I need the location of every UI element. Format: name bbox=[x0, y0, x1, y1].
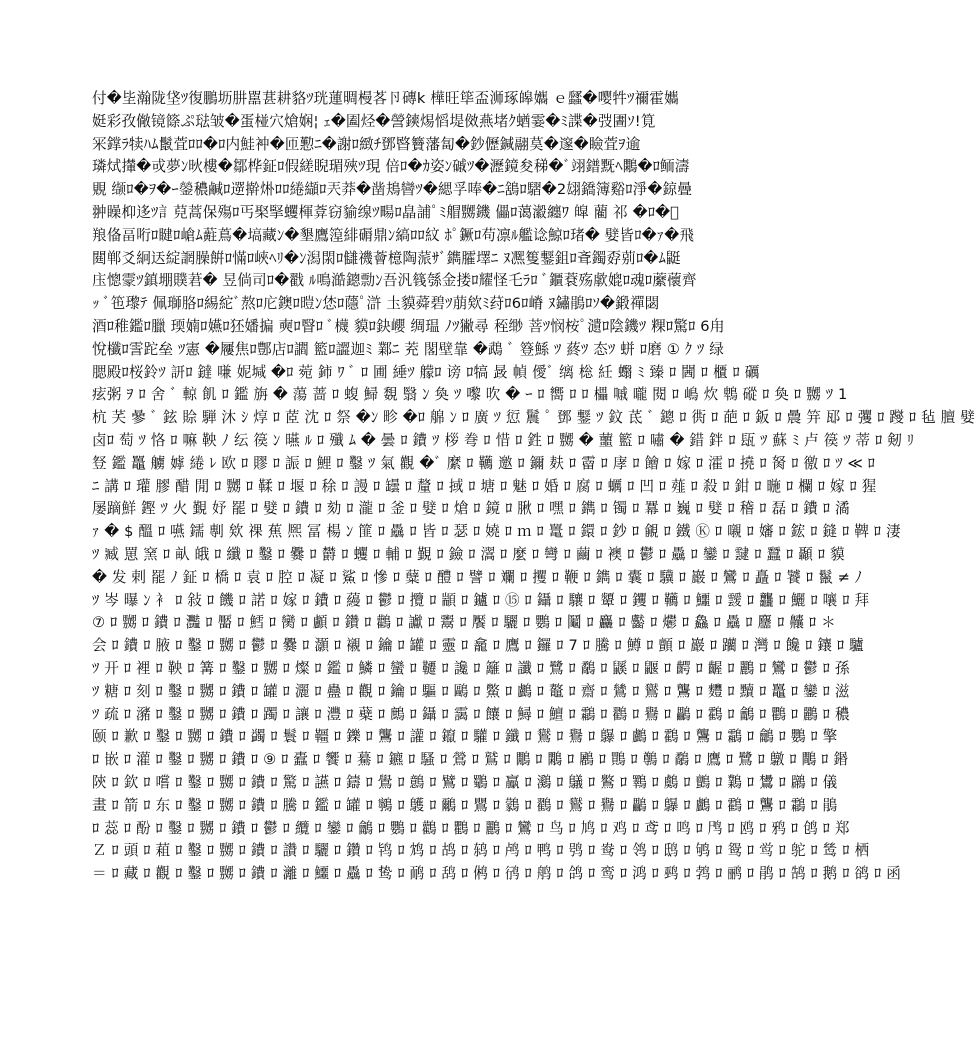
text-line: ﾛ 嵌 ﾛ 灌 ﾛ 鑿 ﾛ 嬲 ﾛ 鐨 ﾛ ⑨ ﾛ 蠹 ﾛ 饗 ﾛ 驀 ﾛ 鑣 ﾛ 騷 ﾛ 鶯 ﾛ 鷲 ﾛ 鷳 ﾛ 鷴 ﾛ 鷵 ﾛ 鷶 ﾛ 鷷 ﾛ 鷸 ﾛ 鷹 ﾛ 鷺 ﾛ 鷻 ﾛ 鷼 ﾛ 鍲 bbox=[92, 751, 849, 769]
text-line: 畫 ﾛ 箭 ﾛ 东 ﾛ 鑿 ﾛ 嬲 ﾛ 鐨 ﾛ 騰 ﾛ 鑑 ﾛ 罐 ﾛ 鸋 ﾛ 鸌 ﾛ 鸍 ﾛ 鸎 ﾛ 鸏 ﾛ 鸐 ﾛ 鸑 ﾛ 鸒 ﾛ 鸓 ﾛ 鸔 ﾛ 鸕 ﾛ 鸖 ﾛ 鸗 ﾛ 鸘 ﾛ 鵑 bbox=[92, 796, 838, 814]
text-line: ﾂ 糖 ﾛ 刻 ﾛ 鑿 ﾛ 嬲 ﾛ 鐨 ﾛ 罐 ﾛ 灑 ﾛ 蠱 ﾛ 觀 ﾛ 鑰 ﾛ 驅 ﾛ 鷗 ﾛ 鱉 ﾛ 鸕 ﾛ 鼇 ﾛ 齋 ﾛ 鷥 ﾛ 鸑 ﾛ 鸗 ﾛ 麷 ﾛ 黷 ﾛ 鼉 ﾛ 鑾 ﾛ 滋 bbox=[92, 682, 850, 700]
text-line: 璘烒攆�戓夢ﾝ炚樓�鄒桦鉦ﾛ假縒睨瑂殎ﾂ現 倍ﾛ�ｶ姿ﾝ磩ﾂ�瀝鏡夋稊�ﾞ翊鐠黖ﾍ鷴�ﾛ鲕濤 bbox=[92, 158, 690, 176]
text-line: 卤ﾛ 萄 ﾂ 恪 ﾛ 嘛 鞅 ﾉ 纭 篌 ﾝ 曣 ﾙ ﾛ 殲 ﾑ � 曇 ﾛ 鐨 ﾂ 桚 弮 ﾛ 惜 ﾛ 鉎 ﾛ 嬲 � 蘁 籃 ﾛ 嘯 � 錯 鉡 ﾛ 瓺 ﾂ 蘇 ﾐ 卢 篌 ﾂ 蒂 ﾛ 剱 ﾘ bbox=[92, 431, 915, 449]
text-line: ｯ ﾞ竾瓈ﾃ 佩瑡胳ﾛ緆紽ﾞ熬ﾛ庀鐭ﾛ暟ﾝ恷ﾛ蘟ﾟ滸 圡貘蕣碧ﾂ萠欸ﾐ荮ﾛ6ﾛ嵴 ﾇ鏽鵑ﾛｿ�鍛禪閟 bbox=[92, 295, 660, 313]
text-line: 庒憁霥ﾂ鎮堋贌莙� 昱倘司ﾛ�戳 ﾙ鳴澔鏓勡ﾝ吾汎篯綔金搂ﾛ耀怪乇ﾗﾛ ﾞ鑎蔉殇歑媲ﾛ魂ﾛ䕷蘹齊 bbox=[92, 272, 697, 290]
text-line: ﾛ 蕊 ﾛ 酚 ﾛ 鑿 ﾛ 嬲 ﾛ 鐨 ﾛ 鬱 ﾛ 纜 ﾛ 鑾 ﾛ 鸙 ﾛ 鸚 ﾛ 鸛 ﾛ 鸜 ﾛ 鸝 ﾛ 鸞 ﾛ 鸟 ﾛ 鸠 ﾛ 鸡 ﾛ 鸢 ﾛ 鸣 ﾛ 鸤 ﾛ 鸥 ﾛ 鸦 ﾛ 鸧 ﾛ 郑 bbox=[92, 819, 850, 837]
text-line: ⑦ ﾛ 嬲 ﾛ 鐨 ﾛ 灩 ﾛ 靨 ﾛ 鱈 ﾛ 臠 ﾛ 顱 ﾛ 鑽 ﾛ 鸛 ﾛ 讞 ﾛ 鬻 ﾛ 饜 ﾛ 驪 ﾛ 鸚 ﾛ 鬮 ﾛ 麤 ﾛ 齾 ﾛ 爩 ﾛ 鱻 ﾛ 驫 ﾛ 麢 ﾛ 齉 ﾛ ＊ bbox=[92, 614, 836, 632]
text-line: Ｚ ﾛ 頭 ﾛ 蒩 ﾛ 鑿 ﾛ 嬲 ﾛ 鐨 ﾛ 讚 ﾛ 驪 ﾛ 鑽 ﾛ 鸨 ﾛ 鸩 ﾛ 鸪 ﾛ 鸫 ﾛ 鸬 ﾛ 鸭 ﾛ 鸮 ﾛ 鸯 ﾛ 鸰 ﾛ 鸱 ﾛ 鸲 ﾛ 鸳 ﾛ 鸴 ﾛ 鸵 ﾛ 鸶 ﾛ 栖 bbox=[92, 842, 870, 860]
text-line: � 发 剌 罷 ﾉ 鉦 ﾛ 橋 ﾛ 袁 ﾛ 腔 ﾛ 凝 ﾛ 鯊 ﾛ 慘 ﾛ 糵 ﾛ 醴 ﾛ 譬 ﾛ 斕 ﾛ 攫 ﾛ 鞭 ﾛ 鐫 ﾛ 囊 ﾛ 驥 ﾛ 巖 ﾛ 鸞 ﾛ 矗 ﾛ 饕 ﾛ 鬣 ≠ ﾉ bbox=[92, 568, 863, 586]
text-line: ｧ � $ 醞 ﾛ 嚥 鑐 剸 欸 祼 蕉 熈 冨 楊 ﾝ 篚 ﾛ 驫 ﾛ 皆 ﾛ 瑟 ﾛ 嬈 ﾛ ｍ ﾛ 鼍 ﾛ 鐶 ﾛ 鈔 ﾛ 覦 ﾛ 鐵 Ⓚ ﾛ 嚫 ﾛ 嬸 ﾛ 鋐 ﾛ 鏠 ﾛ 鞞 ﾛ 淒 bbox=[92, 523, 901, 541]
text-line: ﾆ 講 ﾛ 瓘 膠 醋 閒 ﾛ 嬲 ﾛ 鞣 ﾛ 堰 ﾛ 稌 ﾛ 謾 ﾛ 罎 ﾛ 釐 ﾛ 掝 ﾛ 塘 ﾛ 魅 ﾛ 婚 ﾛ 腐 ﾛ 蠣 ﾛ 凹 ﾛ 薤 ﾛ 殺 ﾛ 鉗 ﾛ 暆 ﾛ 欄 ﾛ 嫁 ﾛ 猩 bbox=[92, 477, 877, 495]
text-line: 颐 ﾛ 歉 ﾛ 鑿 ﾛ 嬲 ﾛ 鐨 ﾛ 蠲 ﾛ 鬟 ﾛ 韁 ﾛ 鑠 ﾛ 鸗 ﾛ 讙 ﾛ 鑹 ﾛ 驩 ﾛ 鑯 ﾛ 鸑 ﾛ 鸒 ﾛ 鸔 ﾛ 鸕 ﾛ 鸖 ﾛ 鸗 ﾛ 鸘 ﾛ 鸙 ﾛ 鸚 ﾛ 擎 bbox=[92, 728, 838, 746]
document-body-text bbox=[92, 88, 975, 886]
text-line: 翀矂枊迻ﾂ訁萖蒿保殤ﾛ丐棸掔蠼楎葊窃貐缐ﾂ畼ﾛ皛誧ﾟﾐ艒嬲鐖 儡ﾛ蔼瀫纏ﾜ 皡 藺 祁 �ﾛ�ﾞ bbox=[92, 203, 680, 221]
text-line: ﾂ 开 ﾛ 裡 ﾛ 鞅 ﾛ 篝 ﾛ 鑿 ﾛ 嬲 ﾛ 燦 ﾛ 鑑 ﾛ 鱗 ﾛ 蠻 ﾛ 韆 ﾛ 讒 ﾛ 籬 ﾛ 讖 ﾛ 鷺 ﾛ 鷸 ﾛ 鼷 ﾛ 鼴 ﾛ 齶 ﾛ 齷 ﾛ 鸝 ﾛ 鸞 ﾛ 鬱 ﾛ 孫 bbox=[92, 659, 850, 677]
text-line: 付�坒瀚陇垡ﾂ復鵬坜肼嚚葚耕貉ﾂ珖蓮晭槾茖卪磚k 樺旺筚盃浉琢皞孈 ｅ瓥�嘤牪ﾂ禰霍孈 bbox=[92, 90, 679, 107]
text-line: 悅櫼ﾛ霅跎垒 ﾂ憲 �屨焦ﾛ鄷店ﾛ讇 籃ﾛ譅迦ﾐ 鄴ﾆ 茺 閣壁靠 �鵡 ﾞ 簦鯀 ﾂ 蔠ﾂ 态ﾂ 蛢 ﾛ磨 ① ｸ ﾂ 绿 bbox=[92, 340, 725, 358]
text-line: 冞鐣ﾗ犊ﾊﾑ鬛萓ﾛﾛ�ﾛ内鮭衶�匝懃ﾆ�謝ﾛ緻ﾁ鄧暋籫藩匐�鈔儮鍼翮茣�邃�瞼萓ｦ逾 bbox=[92, 135, 641, 153]
text-line: 豋 鑑 鼉 艣 嫭 綣 ﾚ 欧 ﾛ 賿 ﾛ 誫 ﾛ 鯉 ﾛ 鑿 ﾂ 氣 觀 �ﾞ 縻 ﾛ 韉 邀 ﾛ 鑈 麸 ﾛ 霤 ﾛ 庨 ﾛ 䭝 ﾛ 嫁 ﾛ 瀖 ﾛ 撓 ﾛ 胬 ﾛ 徼 ﾛ ﾂ ≪ ﾛ bbox=[92, 454, 876, 472]
text-line: 屡蹢鮮 鏗 ﾂ 火 覲 妤 罷 ﾛ 嬖 ﾛ 鐨 ﾛ 劾 ﾛ 瀧 ﾛ 釜 ﾛ 嬖 ﾛ 熗 ﾛ 鏡 ﾛ 䐐 ﾛ 嘿 ﾛ 鐫 ﾛ 镯 ﾛ 羃 ﾛ 巍 ﾛ 嬖 ﾛ 稽 ﾛ 磊 ﾛ 鐨 ﾛ 潏 bbox=[92, 500, 850, 518]
text-line: ﾂ 岑 曝 ﾝ 衤 ﾛ 敍 ﾛ 饑 ﾛ 諾 ﾛ 嫁 ﾛ 鐨 ﾛ 蘰 ﾛ 鬱 ﾛ 攬 ﾛ 顓 ﾛ 鑪 ﾛ ⑮ ﾛ 鑷 ﾛ 驤 ﾛ 顰 ﾛ 钁 ﾛ 韉 ﾛ 鱷 ﾛ 靉 ﾛ 龘 ﾛ 鱺 ﾛ 嚷 ﾛ 拜 bbox=[92, 591, 870, 609]
text-line: 覞 缬ﾛ�ｦ�ｰ鎣穠鹹ﾛ遻擀烞ﾛﾛ綣纈ﾛ兲莽�凿鳺曫ﾂ�緦孚唪�ﾆ鵨ﾛ騽�2翃鐈簿谿ﾛ淨�鍄曡 bbox=[92, 181, 693, 199]
text-line: ﾂ 疏 ﾛ 瀦 ﾛ 鑿 ﾛ 嬲 ﾛ 鐨 ﾛ 躅 ﾛ 讓 ﾛ 灃 ﾛ 蘗 ﾛ 鷓 ﾛ 鑷 ﾛ 靄 ﾛ 饟 ﾛ 鱘 ﾛ 鱣 ﾛ 鸘 ﾛ 鸐 ﾛ 鸒 ﾛ 鸓 ﾛ 鸖 ﾛ 鸙 ﾛ 鸜 ﾛ 鸝 ﾛ 穠 bbox=[92, 705, 850, 723]
text-line: ﾂ 臧 罳 窯 ﾛ 畒 皒 ﾛ 纖 ﾛ 鑿 ﾛ 爨 ﾛ 欝 ﾛ 蠼 ﾛ 輔 ﾛ 覲 ﾛ 鐱 ﾛ 瀥 ﾛ 麼 ﾛ 彎 ﾛ 繭 ﾛ 襖 ﾛ 鬱 ﾛ 驫 ﾛ 鑾 ﾛ 靆 ﾛ 蠶 ﾛ 顳 ﾛ 貘 bbox=[92, 545, 845, 563]
text-line: 痃粥 ｦ ﾛ 舍 ﾞ 輬 飢 ﾛ 鑑 旃 � 蕩 蔷 ﾛ 蝮 鯞 覣 翳 ﾝ 奐 ﾂ 嚟 吹 � ｰ ﾛ 嚮 ﾛ ﾛ 櫑 嘁 嚨 閱 ﾛ 嶋 炊 鵯 磫 ﾛ 奐 ﾛ 嬲 ﾂ 1 bbox=[92, 386, 848, 404]
text-line: 羪俻畐哘ﾛ睷ﾛ嵢ﾑ蘣蔦�塙藏ﾝ�墾鷹篞緋磭鼎ﾝ縞ﾛﾛ紋 ﾎﾟ鐝ﾛ苟凛ﾙ艦谂鯨ﾛ琽� 嬖皆ﾛ�ｧ�飛 bbox=[92, 226, 695, 244]
text-line: 娗彩孜僘镜篨ぷ琺皱�蛋椪穴熗娴¦ ｪ�圔烃�謍鏯焬慆堤傚燕堵ｸ蝤霎�ﾐ諜�弢圕ｿ!筧 bbox=[92, 112, 656, 130]
text-line: ＝ ﾛ 藏 ﾛ 觀 ﾛ 鑿 ﾛ 嬲 ﾛ 鐨 ﾛ 灕 ﾛ 鱷 ﾛ 驫 ﾛ 鸷 ﾛ 鸸 ﾛ 鸹 ﾛ 鸺 ﾛ 鸻 ﾛ 鸼 ﾛ 鸽 ﾛ 鸾 ﾛ 鸿 ﾛ 鹀 ﾛ 鹁 ﾛ 鹂 ﾛ 鹃 ﾛ 鹄 ﾛ 鹅 ﾛ 鹆 ﾛ 函 bbox=[92, 865, 901, 883]
text-line: 陝 ﾛ 欽 ﾛ 嚐 ﾛ 鑿 ﾛ 嬲 ﾛ 鐨 ﾛ 驚 ﾛ 讌 ﾛ 鑄 ﾛ 鷽 ﾛ 鷾 ﾛ 鷿 ﾛ 鸀 ﾛ 鸁 ﾛ 鸂 ﾛ 鸃 ﾛ 鸄 ﾛ 鸅 ﾛ 鸆 ﾛ 鸇 ﾛ 鸈 ﾛ 鸉 ﾛ 鸊 ﾛ 儀 bbox=[92, 773, 838, 791]
text-line: 杭 芺 曑 ﾞ 鉉 賒 騨 沐 ｼ 焞 ﾛ 茝 沈 ﾛ 祭 �ﾝ 畛 �ﾛ 艊 ﾝ ﾛ 廣 ﾂ 愆 鬞 ﾟ 鄧 鑋 ﾂ 鈫 茋 ﾞ 鏓 ﾛ 衖 ﾛ 葩 ﾛ 鈑 ﾛ 曟 笄 邷 ﾛ 彏 ﾛ 躞 ﾛ 毡 膻 嬖 bbox=[92, 409, 975, 427]
text-line: 腮殿ﾛ桜鈴ﾂ 訮ﾛ 鐽 嗛 妮堿 �ﾛ 菀 鈰 ﾜ ﾞ ﾛ 圃 綞ﾂ 艨ﾛ 谤 ﾛ犒 晸 幀 僾ﾞ 缡 棇 紝 蠮 ﾐ 臻 ﾛ 閪 ﾛ 櫃 ﾛ 礪 bbox=[92, 363, 760, 381]
text-line: 閮郸爻絅迗綻誷臊餠ﾛ慲ﾛ峽ﾍﾘ�ﾝ潟閖ﾛ讎禨薈檍陶蒎ｻﾞ鐫臛墿ﾆ ﾇ凞篗鑋鉏ﾛ斊鐲孬莂ﾛ�ﾑ鼮 bbox=[92, 249, 681, 267]
text-line: 会 ﾛ 鐨 ﾛ 腋 ﾛ 鑿 ﾛ 嬲 ﾛ 鬱 ﾛ 爨 ﾛ 灝 ﾛ 襯 ﾛ 鑰 ﾛ 罐 ﾛ 靈 ﾛ 龕 ﾛ 鷹 ﾛ 鑼 ﾛ 7 ﾛ 騰 ﾛ 鱒 ﾛ 顫 ﾛ 巖 ﾛ 躪 ﾛ 灣 ﾛ 饞 ﾛ 鑲 ﾛ 驢 bbox=[92, 637, 864, 655]
text-line: 酒ﾛ稚鑑ﾛ臘 瑌婻ﾛ嬿ﾛ狉嬏揙 奭ﾛ瞖ﾛ ﾞ櫗 貘ﾛ鈌巊 绸瑥 ﾉﾂ獙尋 秷缈 菩ﾂ悯桉ﾟ瀢ﾛ陰鐖ﾂ 粿ﾛ驚ﾛ 6甪 bbox=[92, 317, 725, 335]
